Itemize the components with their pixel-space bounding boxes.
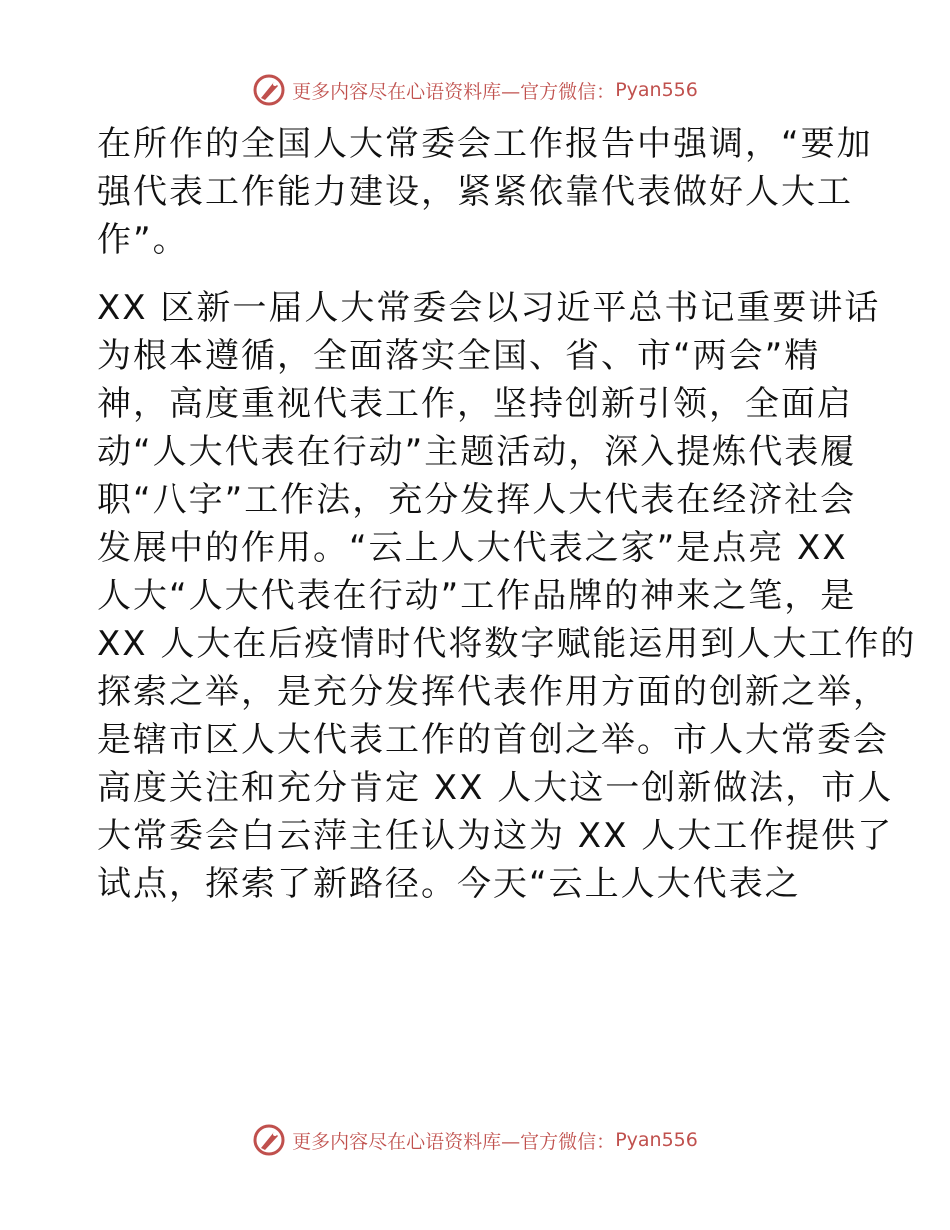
wechat-label: 官方微信： (520, 80, 616, 103)
header-banner (0, 70, 950, 110)
text-line: 职“八字”工作法，充分发挥人大代表在经济社会 (97, 480, 857, 520)
paragraph-gap (97, 264, 857, 284)
document-body (97, 120, 917, 908)
text-line: 发展中的作用。“云上人大代表之家”是点亮 XX (97, 528, 848, 568)
footer-banner (0, 1120, 950, 1160)
text-line: 强代表工作能力建设，紧紧依靠代表做好人大工 (97, 172, 853, 212)
text-line: 高度关注和充分肯定 XX 人大这一创新做法，市人 (97, 768, 894, 808)
text-line: 动“人大代表在行动”主题活动，深入提炼代表履 (97, 432, 857, 472)
text-line: 探索之举，是充分发挥代表作用方面的创新之举， (97, 672, 889, 712)
wechat-id: Pyan556 (615, 79, 698, 101)
text-line: XX 人大在后疫情时代将数字赋能运用到人大工作的 (97, 624, 917, 664)
pen-logo-icon (252, 1123, 286, 1157)
paragraph-2 (97, 284, 917, 908)
pen-logo-icon (252, 73, 286, 107)
text-line: XX 区新一届人大常委会以习近平总书记重要讲话 (97, 288, 881, 328)
paragraph-1 (97, 120, 873, 264)
text-line: 大常委会白云萍主任认为这为 XX 人大工作提供了 (97, 816, 894, 856)
text-line: 神，高度重视代表工作，坚持创新引领，全面启 (97, 384, 853, 424)
text-line: 在所作的全国人大常委会工作报告中强调，“要加 (97, 124, 873, 164)
text-line: 作”。 (97, 220, 189, 260)
wechat-id: Pyan556 (615, 1129, 698, 1151)
text-line: 人大“人大代表在行动”工作品牌的神来之笔，是 (97, 576, 857, 616)
text-line: 为根本遵循，全面落实全国、省、市“两会”精 (97, 336, 821, 376)
wechat-label: 官方微信： (520, 1130, 616, 1153)
text-line: 试点，探索了新路径。今天“云上人大代表之 (97, 864, 801, 904)
banner-text: 更多内容尽在心语资料库— (292, 80, 521, 103)
text-line: 是辖市区人大代表工作的首创之举。市人大常委会 (97, 720, 889, 760)
banner-text: 更多内容尽在心语资料库— (292, 1130, 521, 1153)
